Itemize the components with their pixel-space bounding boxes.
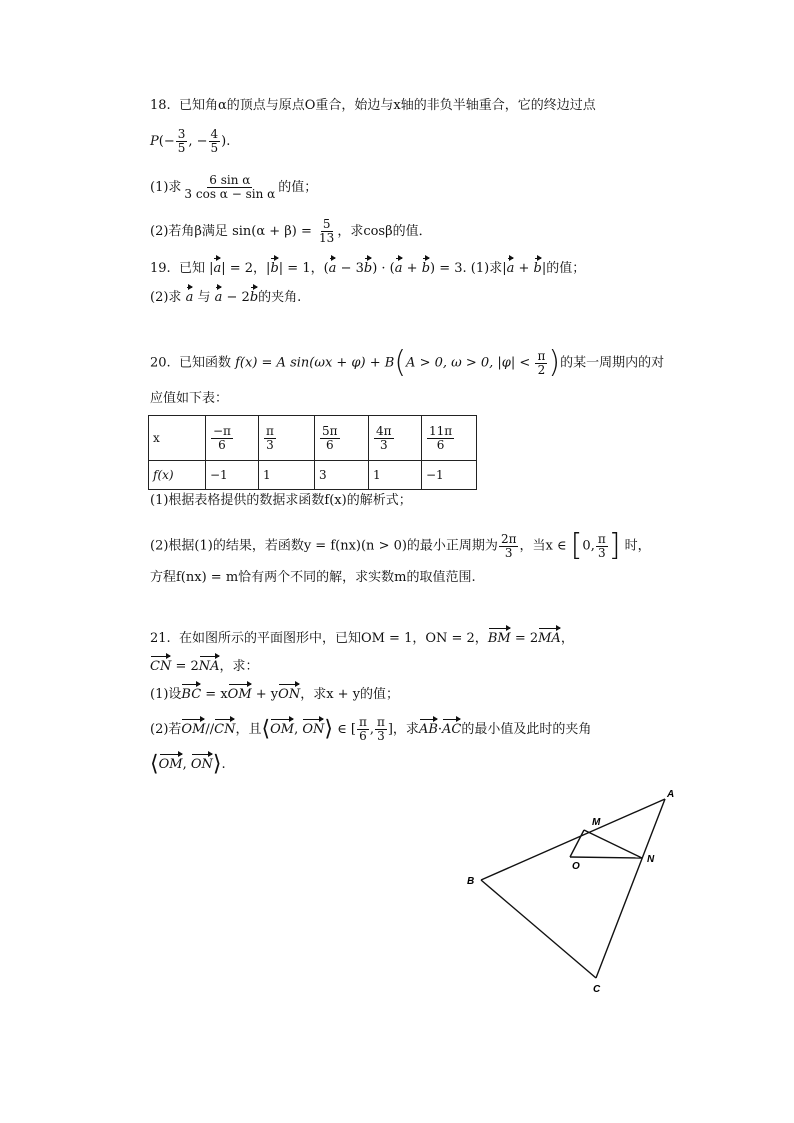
table-header-x: x (149, 416, 206, 461)
q20-part2: (2)根据(1)的结果，若函数y = f(nx)(n > 0)的最小正周期为 $\frac{2\pi}{3}$ ，当x ∈ [0, $\frac{\pi}{3}$ ] 时， (150, 528, 651, 563)
table-cell: $\frac{5\pi}{6}$ (315, 416, 369, 461)
geometry-figure (460, 785, 680, 1000)
table-row-f (149, 461, 477, 490)
q18-part1: (1)求 $\frac{\text{6 sin α}}{\text{3 cos α − sin α}}$ 的值； (150, 173, 318, 201)
label-C: C (593, 984, 601, 995)
segment-AC (596, 799, 665, 978)
segment-BC (481, 880, 596, 978)
table-cell: 1 (369, 461, 422, 490)
q21-part2-cont: ⟨OM, ON⟩. (150, 751, 226, 777)
q18-part2: (2)若角β满足 sin(α + β) = $\frac{5}{13}$ ，求cosβ的值． (150, 217, 432, 245)
label-M: M (592, 817, 601, 828)
segment-ON (570, 857, 642, 858)
q19-line1: 19. 已知 |a| = 2，|b| = 1，(a − 3b) · (a + b) = 3. (1)求|a + b|的值； (150, 256, 585, 278)
table-row-x (149, 416, 477, 461)
table-cell: $\frac{11\pi}{6}$ (422, 416, 477, 461)
q21-line1: 21. 在如图所示的平面图形中，已知OM = 1，ON = 2，BM = 2MA， (150, 626, 574, 648)
segment-MN (584, 830, 642, 858)
q19-number: 19. (150, 261, 171, 276)
table-cell: 3 (315, 461, 369, 490)
q20-number: 20. (150, 355, 171, 371)
q21-part2: (2)若OM//CN，且⟨OM, ON⟩ ∈ [ $\frac{\pi}{6}$ , $\frac{\pi}{3}$ ]，求AB·AC的最小值及此时的夹角 (150, 715, 592, 743)
label-N: N (647, 854, 655, 865)
table-cell: $\frac{-\pi}{6}$ (206, 416, 259, 461)
values-table (148, 415, 477, 490)
q20-part2-cont: 方程f(nx) = m恰有两个不同的解，求实数m的取值范围. (150, 570, 476, 585)
table-cell: −1 (206, 461, 259, 490)
q18-point: P(− $\frac{3}{5}$ , − $\frac{4}{5}$ ). (150, 127, 231, 155)
q18-line1 (150, 97, 596, 115)
q18-number: 18. (150, 98, 171, 113)
table-cell: −1 (422, 461, 477, 490)
segment-OM (570, 830, 584, 857)
label-B: B (467, 876, 475, 887)
table-header-f: f(x) (149, 461, 206, 490)
q19-part2: (2)求 a 与 a − 2b的夹角. (150, 285, 301, 307)
table-cell: 1 (259, 461, 315, 490)
q20-line2: 应值如下表： (150, 391, 229, 406)
label-O: O (572, 861, 580, 872)
q21-number: 21. (150, 631, 171, 646)
q21-part1: (1)设BC = xOM + yON，求x + y的值； (150, 682, 399, 704)
table-cell: $\frac{4\pi}{3}$ (369, 416, 422, 461)
q21-line2: CN = 2NA，求： (150, 654, 259, 676)
q20-part1: (1)根据表格提供的数据求函数f(x)的解析式； (150, 493, 412, 508)
q20-line1: 20. 已知函数 f(x) = A sin(ωx + φ) + B(A > 0, ω > 0, |φ| < $\frac{\pi}{2}$ )的某一周期内的对 (150, 345, 665, 380)
label-A: A (667, 789, 675, 800)
table-cell: $\frac{\pi}{3}$ (259, 416, 315, 461)
q18-stem: 已知角α的顶点与原点O重合，始边与x轴的非负半轴重合，它的终边过点 (178, 98, 596, 113)
